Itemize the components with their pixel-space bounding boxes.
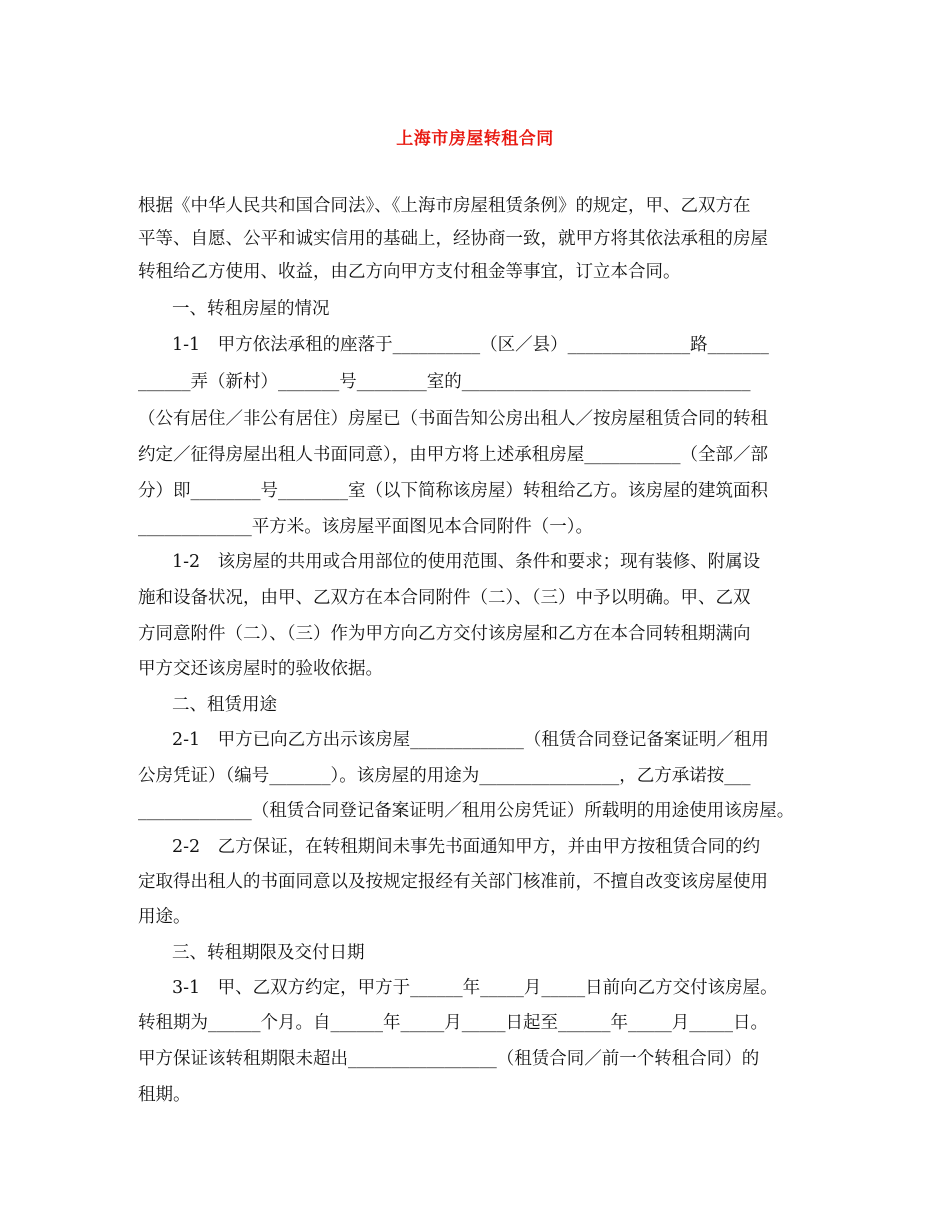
section-heading: 二、租赁用途 — [172, 695, 277, 715]
document-title: 上海市房屋转租合同 — [396, 129, 554, 149]
clause-line: 公房凭证）（编号_______）。该房屋的用途为________________，乙方承诺按___ — [138, 766, 751, 786]
clause-line: （公有居住／非公有居住）房屋已（书面告知公房出租人／按房屋租赁合同的转租 — [138, 409, 768, 429]
section-heading: 一、转租房屋的情况 — [172, 299, 330, 319]
paragraph-line: 转租给乙方使用、收益，由乙方向甲方支付租金等事宜，订立本合同。 — [138, 262, 681, 282]
clause-line: 分）即________号________室（以下简称该房屋）转租给乙方。该房屋的建筑面积 — [138, 481, 768, 501]
clause-line: 用途。 — [138, 907, 191, 927]
clause-line: 租期。 — [138, 1085, 191, 1105]
clause-line: 方同意附件（二）、（三）作为甲方向乙方交付该房屋和乙方在本合同转租期满向 — [138, 624, 751, 644]
clause-line: 3-1 甲、乙双方约定，甲方于______年_____月_____日前向乙方交付该房屋。 — [172, 978, 778, 998]
paragraph-line: 平等、自愿、公平和诚实信用的基础上，经协商一致，就甲方将其依法承租的房屋 — [138, 229, 768, 249]
clause-line: 转租期为______个月。自______年_____月_____日起至______年_____月_____日。 — [138, 1013, 768, 1033]
clause-line: 甲方保证该转租期限未超出_________________（租赁合同／前一个转租合同）的 — [138, 1049, 760, 1069]
clause-line: _____________平方米。该房屋平面图见本合同附件（一）。 — [138, 517, 593, 537]
section-heading: 三、转租期限及交付日期 — [172, 943, 365, 963]
clause-line: 2-2 乙方保证，在转租期间未事先书面通知甲方，并由甲方按租赁合同的约 — [172, 837, 761, 857]
paragraph-line: 根据《中华人民共和国合同法》、《上海市房屋租赁条例》的规定，甲、乙双方在 — [138, 196, 751, 216]
clause-line: 约定／征得房屋出租人书面同意），由甲方将上述承租房屋___________（全部／部 — [138, 445, 768, 465]
clause-line: _____________（租赁合同登记备案证明／租用公房凭证）所载明的用途使用该房屋。 — [138, 801, 795, 821]
clause-line: 甲方交还该房屋时的验收依据。 — [138, 659, 383, 679]
clause-line: 施和设备状况，由甲、乙双方在本合同附件（二）、（三）中予以明确。甲、乙双 — [138, 588, 751, 608]
clause-line: ______弄（新村）_______号________室的_________________________________ — [138, 372, 751, 392]
clause-line: 1-1 甲方依法承租的座落于__________（区／县）______________路_______ — [172, 335, 769, 355]
clause-line: 2-1 甲方已向乙方出示该房屋_____________（租赁合同登记备案证明／租用 — [172, 730, 769, 750]
clause-line: 1-2 该房屋的共用或合用部位的使用范围、条件和要求；现有装修、附属设 — [172, 552, 761, 572]
clause-line: 定取得出租人的书面同意以及按规定报经有关部门核准前，不擅自改变该房屋使用 — [138, 872, 768, 892]
